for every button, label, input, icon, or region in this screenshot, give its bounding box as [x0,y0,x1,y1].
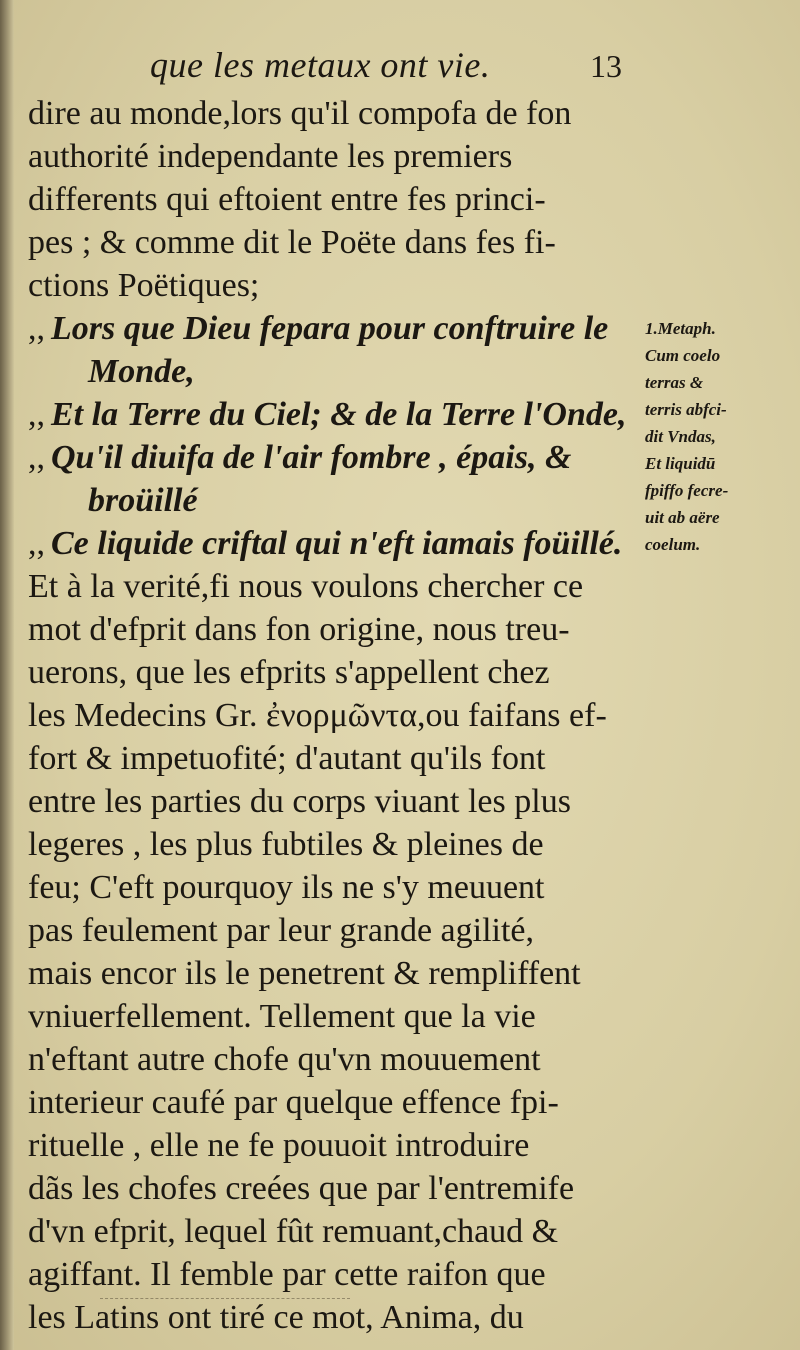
verse-line [28,350,648,393]
main-text [28,92,648,1339]
verse-text: Lors que Dieu fepara pour conftruire le [51,310,609,347]
quote-mark: ,, [28,525,45,562]
text-line: uerons, que les efprits s'appellent chez [28,654,550,691]
text-line: les Latins ont tiré ce mot, Anima, du [28,1299,524,1336]
text-line: mot d'efprit dans fon origine, nous treu- [28,611,570,648]
quote-mark: ,, [28,396,45,433]
verse-text: broüillé [88,482,198,519]
text-line: interieur caufé par quelque effence fpi- [28,1084,559,1121]
verse-text: Qu'il diuifa de l'air fombre , épais, & [51,439,572,476]
page-number: 13 [590,48,622,84]
verse-line [28,522,648,565]
margin-note-line: 1.Metaph. [645,319,716,338]
page-header [0,44,800,94]
text-line: entre les parties du corps viuant les plus [28,783,571,820]
text-line: authorité independante les premiers [28,138,513,175]
text-line: vniuerfellement. Tellement que la vie [28,998,536,1035]
text-line: fort & impetuofité; d'autant qu'ils font [28,740,546,777]
text-line: feu; C'eft pourquoy ils ne s'y meuuent [28,869,545,906]
text-line: pas feulement par leur grande agilité, [28,912,534,949]
verse-text: Ce liquide criftal qui n'eft iamais foüillé. [51,525,623,562]
text-line: legeres , les plus fubtiles & pleines de [28,826,544,863]
text-line: ctions Poëtiques; [28,267,260,304]
margin-note-line: uit ab aëre [645,508,720,527]
text-line: les Medecins Gr. ἐνορμῶντα,ou faifans ef- [28,697,607,734]
verse-text: Et la Terre du Ciel; & de la Terre l'Onde, [51,396,627,433]
text-line: mais encor ils le penetrent & rempliffent [28,955,581,992]
text-line: Et à la verité,fi nous voulons chercher ce [28,568,584,605]
quote-mark: ,, [28,439,45,476]
margin-note-line: dit Vndas, [645,427,716,446]
verse-line [28,479,648,522]
text-line: pes ; & comme dit le Poëte dans fes fi- [28,224,556,261]
margin-note-line: terras & [645,373,704,392]
margin-note-line: fpiffo fecre- [645,481,729,500]
margin-note-line: Et liquidū [645,454,716,473]
page-spine-shadow [0,0,14,1350]
text-line: d'vn efprit, lequel fût remuant,chaud & [28,1213,559,1250]
verse-line [28,393,648,436]
running-title: que les metaux ont vie. [150,45,491,85]
quote-mark: ,, [28,310,45,347]
bottom-ink-marks [100,1298,350,1301]
margin-note-line: terris abfci- [645,400,727,419]
text-line: dãs les chofes creées que par l'entremife [28,1170,575,1207]
verse-line [28,307,648,350]
margin-note [645,315,795,558]
text-line: n'eftant autre chofe qu'vn mouuement [28,1041,541,1078]
margin-note-line: coelum. [645,535,701,554]
text-line: agiffant. Il femble par cette raifon que [28,1256,546,1293]
verse-line [28,436,648,479]
text-line: differents qui eftoient entre fes princi- [28,181,546,218]
verse-text: Monde, [88,353,195,390]
text-line: rituelle , elle ne fe pouuoit introduire [28,1127,530,1164]
text-line: dire au monde,lors qu'il compofa de fon [28,95,572,132]
margin-note-line: Cum coelo [645,346,721,365]
